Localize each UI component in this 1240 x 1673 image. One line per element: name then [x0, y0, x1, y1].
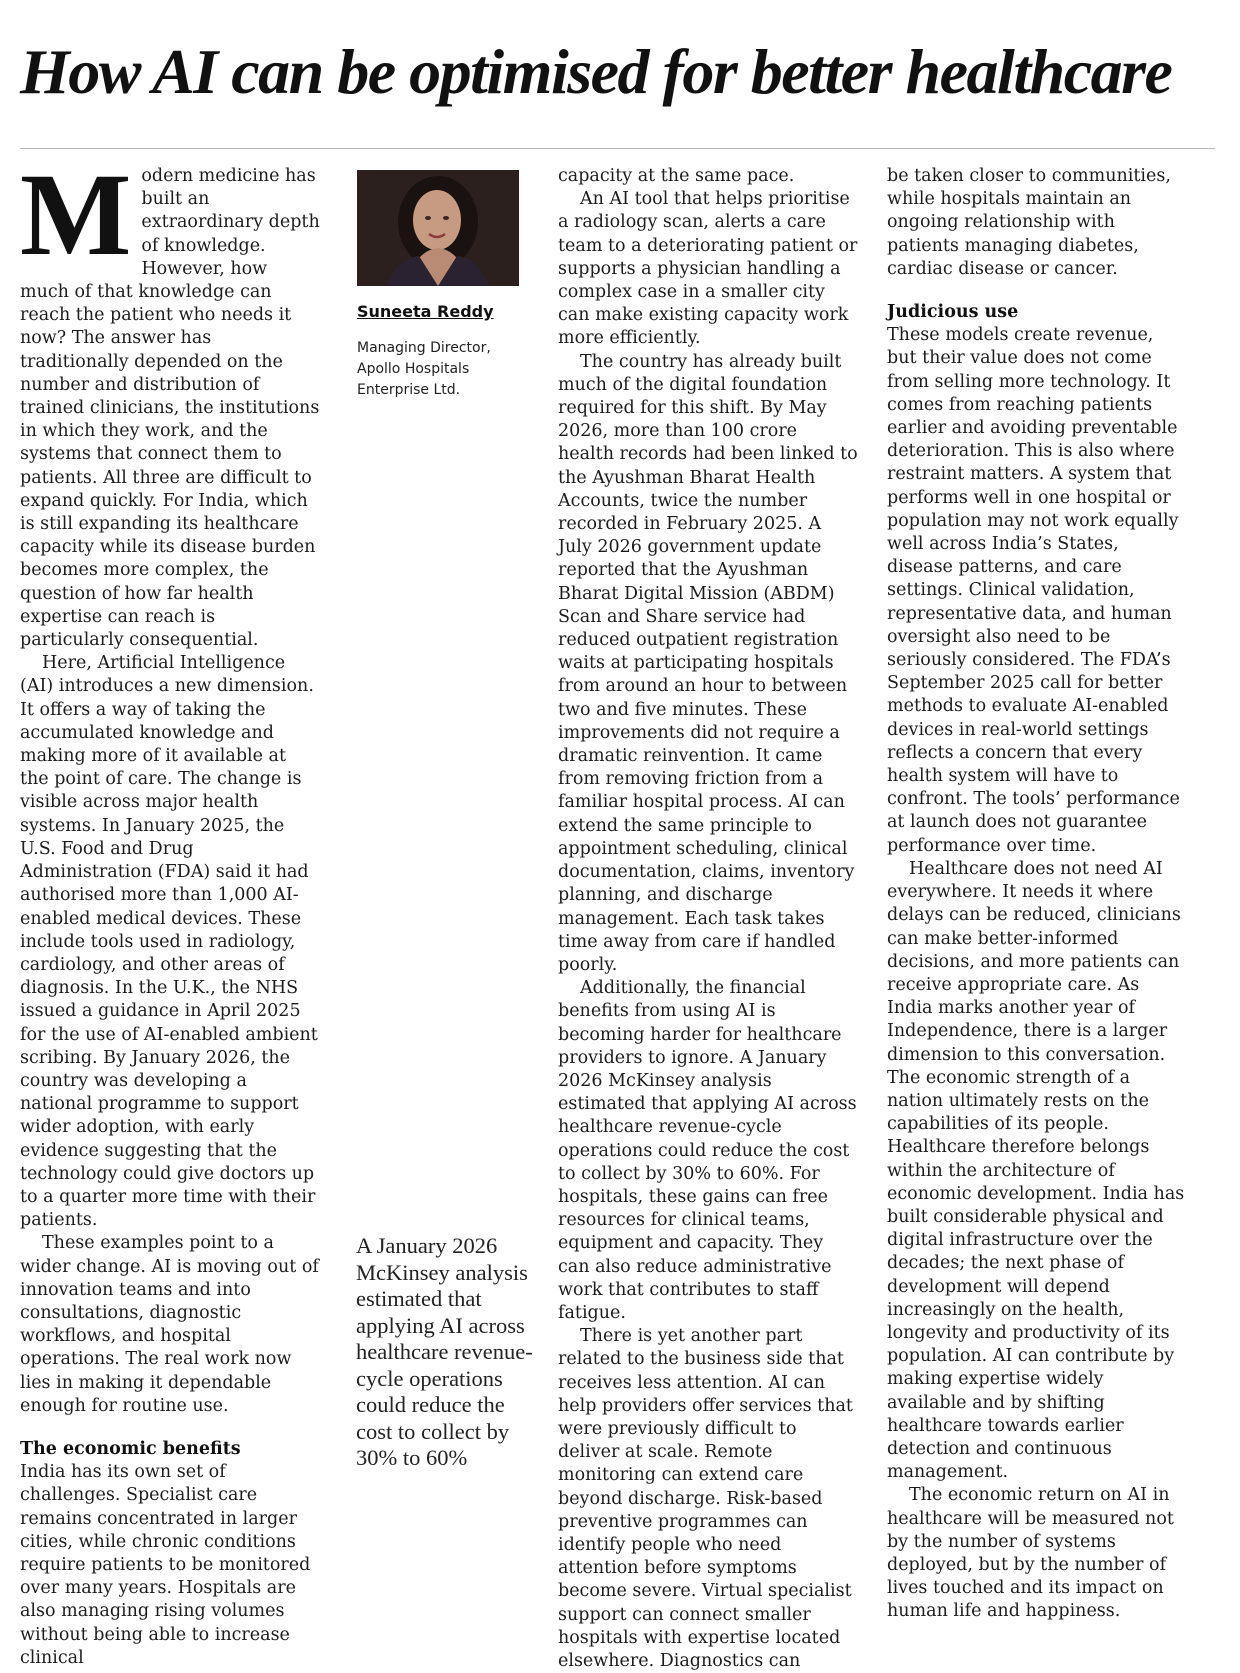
headline: How AI can be optimised for better healthcare	[20, 36, 1172, 107]
author-role-line: Enterprise Ltd.	[357, 382, 461, 398]
author-role	[357, 338, 547, 401]
article-column-4	[887, 165, 1187, 1622]
paragraph: The economic return on AI in healthcare will be measured not by the number of systems deployed, but by the number of lives touched and its impact on human life and happiness.	[887, 1485, 1174, 1622]
paragraph: Here, Artificial Intelligence (AI) introduces a new dimension. It offers a way of taking the accumulated knowledge and making more of it available at the point of care. The change is visible across major health systems. In January 2025, the U.S. Food and Drug Administration (FDA) said it had authorised more than 1,000 AI-enabled medical devices. These include tools used in radiology, cardiology, and other areas of diagnosis. In the U.K., the NHS issued a guidance in April 2025 for the use of AI-enabled ambient scribing. By January 2026, the country was developing a national programme to support wider adoption, with early evidence suggesting that the technology could give doctors up to a quarter more time with their patients.	[20, 653, 318, 1231]
paragraph: These models create revenue, but their value does not come from selling more technology. It comes from reaching patients earlier and avoiding preventable deterioration. This is also where restraint matters. A system that performs well in one hospital or population may not work equally well across India’s States, disease patterns, and care settings. Clinical validation, representative data, and human oversight also need to be seriously considered. The FDA’s September 2025 call for better methods to evaluate AI-enabled devices in real-world settings reflects a concern that every health system will have to confront. The tools’ performance at launch does not guarantee performance over time.	[887, 325, 1180, 856]
paragraph: India has its own set of challenges. Specialist care remains concentrated in larger cities, while chronic conditions require patients to be monitored over many years. Hospitals are also managing rising volumes without being able to increase clinical	[20, 1462, 311, 1668]
author-role-line: Apollo Hospitals	[357, 361, 470, 377]
author-name: Suneeta Reddy	[357, 302, 494, 321]
paragraph: Additionally, the financial benefits from using AI is becoming harder for healthcare providers to ignore. A January 2026 McKinsey analysis estimated that applying AI across healthcare revenue-cycle operations could reduce the cost to collect by 30% to 60%. For hospitals, these gains can free resources for clinical teams, equipment and capacity. They can also reduce administrative work that contributes to staff fatigue.	[558, 978, 857, 1323]
headline-divider	[20, 148, 1215, 149]
paragraph-intro	[20, 149, 320, 652]
paragraph: The country has already built much of the digital foundation required for this shift. By May 2026, more than 100 crore health records had been linked to the Ayushman Bharat Health Accounts, twice the number recorded in February 2025. A July 2026 government update reported that the Ayushman Bharat Digital Mission (ABDM) Scan and Share service had reduced outpatient registration waits at participating hospitals from around an hour to between two and five minutes. These improvements did not require a dramatic reinvention. It came from removing friction from a familiar hospital process. AI can extend the same principle to appointment scheduling, clinical documentation, claims, inventory planning, and discharge management. Each task takes time away from care if handled poorly.	[558, 351, 858, 975]
paragraph: Healthcare does not need AI everywhere. It needs it where delays can be reduced, clinicians can make better-informed decisions, and more patients can receive appropriate care. As India marks another year of Independence, there is a larger dimension to this conversation. The economic strength of a nation ultimately rests on the capabilities of its people. Healthcare therefore belongs within the architecture of economic development. India has built considerable physical and digital infrastructure over the decades; the next phase of development will depend increasingly on the health, longevity and productivity of its population. AI can contribute by making expertise widely available and by shifting healthcare towards earlier detection and continuous management.	[887, 858, 1185, 1483]
paragraph: be taken closer to communities, while hospitals maintain an ongoing relationship with patients managing diabetes, cardiac disease or cancer.	[887, 166, 1171, 279]
paragraph-intro-text: odern medicine has built an extraordinary depth of knowledge. However, how much of that knowledge can reach the patient who needs it now? The answer has traditionally depended on the number and distribution of trained clinicians, the institutions in which they work, and the systems that connect them to patients. All three are difficult to expand quickly. For India, which is still expanding its healthcare capacity while its disease burden becomes more complex, the question of how far health expertise can reach is particularly consequential.	[20, 166, 320, 651]
section-heading-economic-benefits: The economic benefits	[20, 1438, 241, 1459]
paragraph: These examples point to a wider change. AI is moving out of innovation teams and into consultations, diagnostic workflows, and hospital operations. The real work now lies in making it dependable enough for routine use.	[20, 1233, 319, 1416]
article-column-1	[20, 149, 320, 1668]
paragraph: capacity at the same pace.	[558, 166, 795, 186]
paragraph: An AI tool that helps prioritise a radiology scan, alerts a care team to a deteriorating patient or supports a physician handling a complex case in a smaller city can make existing capacity work more efficiently.	[558, 189, 858, 349]
author-photo	[357, 170, 519, 286]
paragraph: There is yet another part related to the business side that receives less attention. AI can help providers offer services that were previously difficult to deliver at scale. Remote monitoring can extend care beyond discharge. Risk-based preventive programmes can identify people who need attention before symptoms become severe. Virtual specialist support can connect smaller hospitals with expertise located elsewhere. Diagnostics can	[558, 1326, 853, 1671]
pull-quote: A January 2026 McKinsey analysis estimated that applying AI across healthcare revenue-cycle operations could reduce the cost to collect by 30% to 60%	[356, 1233, 533, 1470]
section-heading-judicious-use: Judicious use	[887, 302, 1019, 323]
author-role-line: Managing Director,	[357, 340, 491, 356]
drop-cap: M	[20, 149, 132, 280]
article-column-3	[558, 165, 858, 1671]
